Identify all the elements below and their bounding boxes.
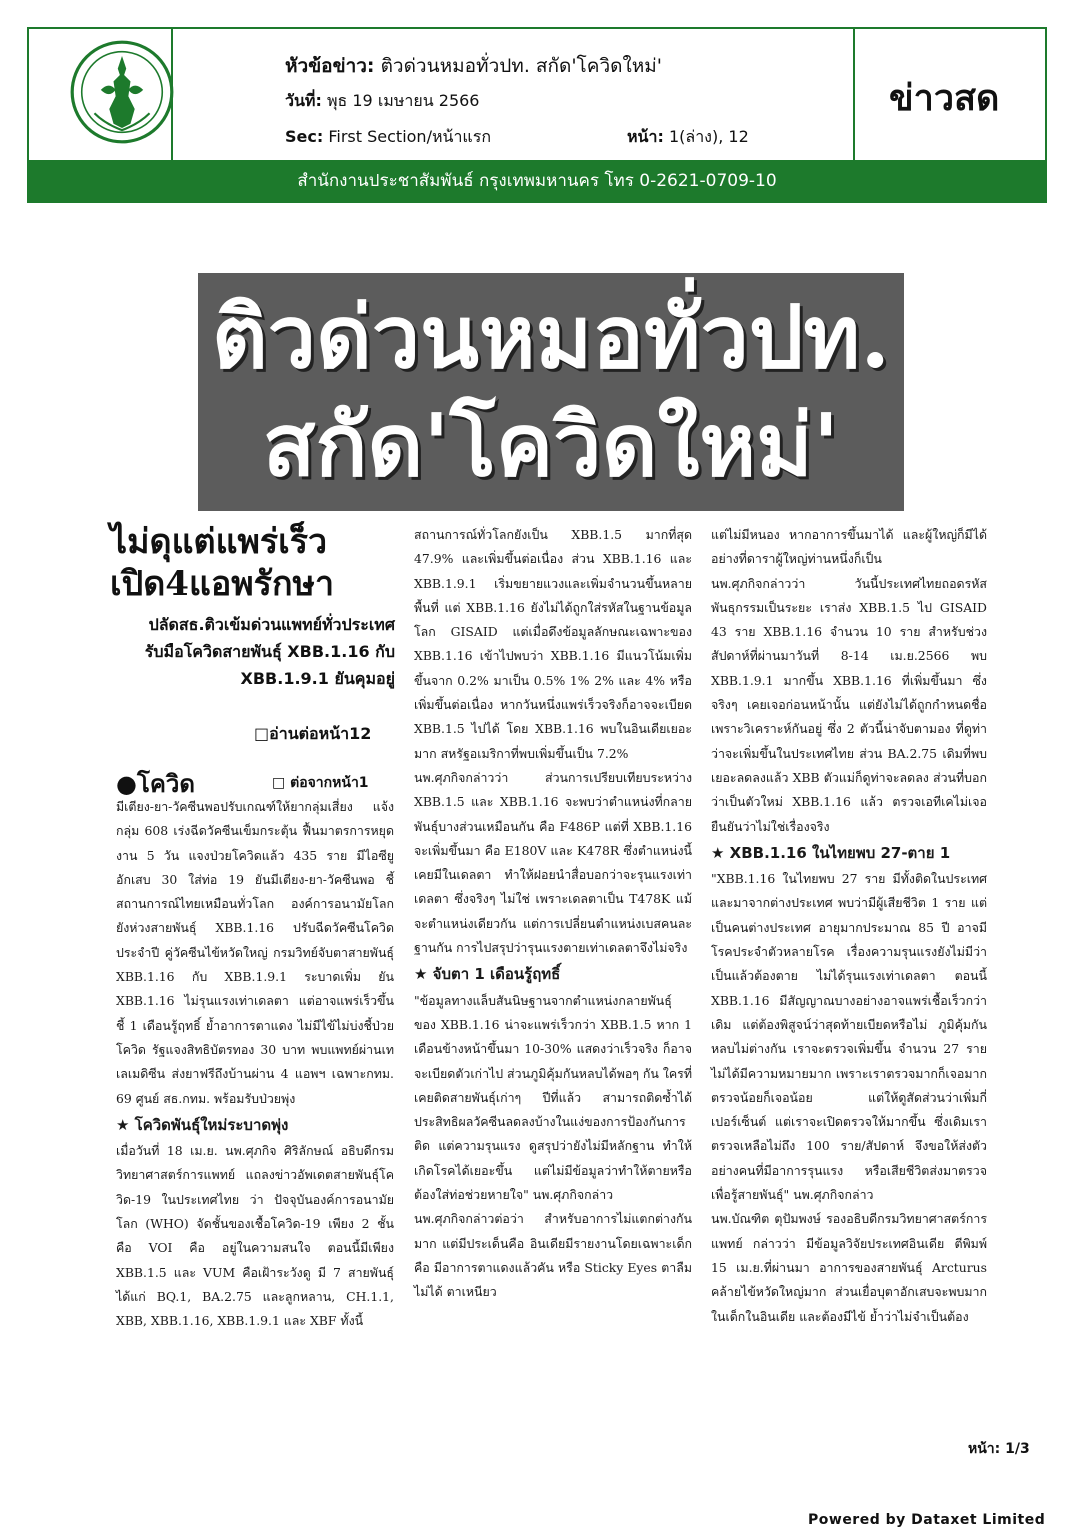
logo-cell xyxy=(29,29,173,160)
date-row xyxy=(285,89,479,114)
headline-row xyxy=(285,51,662,81)
paragraph: มีเตียง-ยา-วัคซีนพอปรับเกณฑ์ให้ยากลุ่มเสี่ยง แจ้งกลุ่ม 608 เร่งฉีดวัคซีนเข็มกระตุ้น ฟื้นมาตรการหยุดงาน 5 วัน แจงป่วยโควิดแล้ว 435 ราย มีไอซียูอักเสบ 30 ใส่ท่อ 19 ยันมีเตียง-ยา-วัคซีนพอ ชี้สถานการณ์ไทยเหมือนทั่วโลก องค์การอนามัยโลกยังห่วงสายพันธุ์ XBB.1.16 ปรับฉีดวัคซีนโควิดประจำปี คู่วัคซีนไข้หวัดใหญ่ กรมวิทย์จับตาสายพันธุ์ XBB.1.16 กับ XBB.1.9.1 ระบาดเพิ่ม ยัน XBB.1.16 ไม่รุนแรงเท่าเดลตา แต่อาจแพร่เร็วขึ้น ชี้ 1 เดือนรู้ฤทธิ์ ย้ำอาการตาแดง ไม่มีไข้ไม่บ่งชี้ป่วยโควิด รัฐแจงสิทธิบัตรทอง 30 บาท พบแพทย์ผ่านเทเลเมดิซีน ส่งยาฟรีถึงบ้านผ่าน 4 แอพฯ เฉพาะกทม. 69 ศูนย์ สธ.กทม. พร้อมรับป่วยพุ่ง xyxy=(116,799,394,1106)
publication-name: ข่าวสด xyxy=(889,78,1000,119)
paragraph: แต่ไม่มีหนอง หากอาการขึ้นมาได้ และผู้ใหญ่ก็มีได้ อย่างที่ดาราผู้ใหญ่ท่านหนึ่งก็เป็น xyxy=(711,527,987,567)
column-heading: ★ จับตา 1 เดือนรู้ฤทธิ์ xyxy=(414,965,561,984)
headline-banner xyxy=(198,273,904,511)
headline-text: ติวด่วนหมอทั่วปท. สกัด'โควิดใหม่' xyxy=(380,55,663,77)
section-row xyxy=(285,125,491,150)
section-text: First Section/หน้าแรก xyxy=(328,127,492,146)
article-column-3 xyxy=(711,523,987,1329)
page-number-value: 1/3 xyxy=(1005,1441,1030,1457)
column-heading: ★ XBB.1.16 ในไทยพบ 27-ตาย 1 xyxy=(711,843,951,862)
page-label: หน้า: xyxy=(627,127,664,146)
banner-line-2: สกัด'โควิดใหม่' xyxy=(262,395,840,496)
date-label: วันที่: xyxy=(285,91,322,110)
date-text: พุธ 19 เมษายน 2566 xyxy=(326,91,480,110)
see-page-note: □อ่านต่อหน้า12 xyxy=(254,724,372,743)
section-word: ●โควิด xyxy=(116,770,195,798)
clipping-info xyxy=(255,29,855,160)
headline-label: หัวข้อข่าว: xyxy=(285,55,375,77)
section-label: Sec: xyxy=(285,127,324,146)
page-text: 1(ล่าง), 12 xyxy=(668,127,749,146)
article-column-1 xyxy=(116,795,394,1334)
page-number xyxy=(968,1438,1030,1460)
subheadline-1: ไม่ดุแต่แพร่เร็ว xyxy=(110,522,328,562)
bangkok-seal-icon xyxy=(69,39,175,145)
column-heading: ★ โควิดพันธุ์ใหม่ระบาดพุ่ง xyxy=(116,1115,289,1134)
subheadline-block xyxy=(110,521,395,692)
paragraph: สถานการณ์ทั่วโลกยังเป็น XBB.1.5 มากที่สุด 47.9% และเพิ่มขึ้นต่อเนื่อง ส่วน XBB.1.16 และ XBB.1.9.1 เริ่มขยายแวงและเพิ่มจำนวนขึ้นหลายพื้นที่ แต่ XBB.1.16 ยังไม่ได้ถูกใส่รหัสในฐานข้อมูลโลก GISAID แต่เมื่อดึงข้อมูลลักษณะเฉพาะของ XBB.1.16 เข้าไปพบว่า XBB.1.16 มีแนวโน้มเพิ่มขึ้นจาก 0.2% มาเป็น 0.5% 1% 2% และ 4% หรือเพิ่มขึ้นต่อเนื่อง หากวันหนึ่งแพร่เร็วจริงก็อาจจะเบียด XBB.1.5 ไปได้ โดย XBB.1.16 พบในอินเดียเยอะมาก สหรัฐอเมริกาที่พบเพิ่มขึ้นเป็น 7.2% xyxy=(414,527,692,761)
continued-note: □ ต่อจากหน้า1 xyxy=(272,775,369,791)
page-row xyxy=(627,125,749,150)
office-bar: สำนักงานประชาสัมพันธ์ กรุงเทพมหานคร โทร 0-2621-0709-10 xyxy=(29,160,1045,203)
paragraph: นพ.ศุภกิจกล่าวว่า วันนี้ประเทศไทยถอดรหัสพันธุกรรมเป็นระยะ เราส่ง XBB.1.5 ไป GISAID 43 ราย XBB.1.16 จำนวน 10 ราย สำหรับช่วงสัปดาห์ที่ผ่านมาวันที่ 8-14 เม.ย.2566 พบ XBB.1.9.1 มากขึ้น XBB.1.16 ที่เพิ่มขึ้นมา ซึ่งจริงๆ เคยเจอก่อนหน้านั้น แต่ยังไม่ได้ถูกกำหนดชื่อเพราะวิเคราะห์กันอยู่ ซึ่ง 2 ตัวนี้น่าจับตามอง ที่ดูท่าว่าจะเพิ่มขึ้นในประเทศไทย ส่วน BA.2.75 เดิมที่พบเยอะลดลงแล้ว XBB ตัวแม่ก็ดูท่าจะลดลง ส่วนที่บอกว่าเป็นตัวใหม่ XBB.1.16 แล้ว ตรวจเอทีเคไม่เจอ ยืนยันว่าไม่ใช่เรื่องจริง xyxy=(711,575,987,834)
subheadline-body: ปลัดสธ.ติวเข้มด่วนแพทย์ทั่วประเทศ รับมือโควิดสายพันธุ์ XBB.1.16 กับ XBB.1.9.1 ยันคุมอยู่ xyxy=(144,615,395,688)
paragraph: นพ.ศุภกิจกล่าวว่า ส่วนการเปรียบเทียบระหว่าง XBB.1.5 และ XBB.1.16 จะพบว่าตำแหน่งที่กลายพันธุ์บางส่วนเหมือนกัน คือ F486P แต่ที่ XBB.1.16 จะเพิ่มขึ้นมา คือ E180V และ K478R ซึ่งตำแหน่งนี้เคยมีในเดลตา ทำให้ฝอยนำสื่อบอกว่าจะรุนแรงเท่าเดลตา ซึ่งจริงๆ ไม่ใช่ เพราะเดลตาเป็น T478K แม้จะตำแหน่งเดียวกัน แต่การเปลี่ยนตำแหน่งเบสคนละฐานกัน การไปสรุปว่ารุนแรงตายเท่าเดลตาจึงไม่จริง xyxy=(414,769,692,956)
paragraph: นพ.บัณฑิต ตุปัมพงษ์ รองอธิบดีกรมวิทยาศาสตร์การแพทย์ กล่าวว่า มีข้อมูลวิจัยประเทศอินเดีย ตีพิมพ์ 15 เม.ย.ที่ผ่านมา อาการของสายพันธุ์ Arcturus คล้ายไข้หวัดใหญ่มาก ส่วนเยื่อบุตาอักเสบจะพบมากในเด็กในอินเดีย และต้องมีไข้ ย้ำว่าไม่จำเป็นต้อง xyxy=(711,1211,987,1324)
page-number-label: หน้า: xyxy=(968,1441,1001,1457)
clipping-header xyxy=(27,27,1047,203)
article-column-2 xyxy=(414,523,692,1305)
powered-by: Powered by Dataxet Limited xyxy=(808,1512,1046,1528)
paragraph: "XBB.1.16 ในไทยพบ 27 ราย มีทั้งติดในประเทศและมาจากต่างประเทศ พบว่ามีผู้เสียชีวิต 1 ราย แต่เป็นคนต่างประเทศ อายุมากประมาณ 85 ปี อาจมีโรคประจำตัวหลายโรค เรื่องความรุนแรงยังไม่มีว่าเป็นแล้วต้องตาย ไม่ได้รุนแรงเท่าเดลตา ตอนนี้ XBB.1.16 มีสัญญาณบางอย่างอาจแพร่เชื้อเร็วกว่าเดิม แต่ต้องพิสูจน์ว่าสุดท้ายเบียดหรือไม่ ภูมิคุ้มกันหลบไม่ต่างกัน เราจะตรวจเพิ่มขึ้น จำนวน 27 รายไม่ได้มีความหมายมาก เพราะเราตรวจมากก็เจอมาก ตรวจน้อยก็เจอน้อย แต่ให้ดูสัดส่วนว่าเพิ่มกี่เปอร์เซ็นต์ แต่เราจะเปิดตรวจให้มากขึ้น ซึ่งเดิมเราตรวจเหลือไม่ถึง 100 ราย/สัปดาห์ จึงขอให้ส่งตัวอย่างคนที่มีอาการรุนแรง หรือเสียชีวิตส่งมาตรวจเพื่อรู้สายพันธุ์" นพ.ศุภกิจกล่าว xyxy=(711,871,987,1203)
paragraph: เมื่อวันที่ 18 เม.ย. นพ.ศุภกิจ ศิริลักษณ์ อธิบดีกรมวิทยาศาสตร์การแพทย์ แถลงข่าวอัพเดตสายพันธุ์โควิด-19 ในประเทศไทย ว่า ปัจจุบันองค์การอนามัยโลก (WHO) จัดชั้นของเชื้อโควิด-19 เพียง 2 ชั้น คือ VOI คือ อยู่ในความสนใจ ตอนนี้มีเพียง XBB.1.5 และ VUM คือเฝ้าระวังดู มี 7 สายพันธุ์ ได้แก่ BQ.1, BA.2.75 และลูกหลาน, CH.1.1, XBB, XBB.1.16, XBB.1.9.1 และ XBF ทั้งนี้ xyxy=(116,1143,394,1329)
paragraph: "ข้อมูลทางแล็บสันนิษฐานจากตำแหน่งกลายพันธุ์ของ XBB.1.16 น่าจะแพร่เร็วกว่า XBB.1.5 หาก 1 เดือนข้างหน้าขึ้นมา 10-30% แสดงว่าเร็วจริง ก็อาจจะเบียดตัวเก่าไป ส่วนภูมิคุ้มกันหลบได้พอๆ กัน ใครที่เคยติดสายพันธุ์เก่าๆ ปีที่แล้ว สามารถติดซ้ำได้ ประสิทธิผลวัคซีนลดลงบ้างในแง่ของการป้องกันการติด แต่ความรุนแรง ดูสรุปว่ายังไม่มีหลักฐาน ทำให้เกิดโรคได้เยอะขึ้น แต่ไม่มีข้อมูลว่าทำให้ตายหรือต้องใส่ท่อช่วยหายใจ" นพ.ศุภกิจกล่าว xyxy=(414,992,692,1203)
banner-line-1: ติวด่วนหมอทั่วปท. xyxy=(211,287,891,388)
paragraph: นพ.ศุภกิจกล่าวต่อว่า สำหรับอาการไม่แตกต่างกันมาก แต่มีประเด็นคือ อินเดียมีรายงานโดยเฉพาะเด็ก คือ มีอาการตาแดงแล้วคัน หรือ Sticky Eyes ตาลืมไม่ได้ ตาเหนียว xyxy=(414,1211,692,1300)
subheadline-2: เปิด4แอพรักษา xyxy=(110,564,335,604)
